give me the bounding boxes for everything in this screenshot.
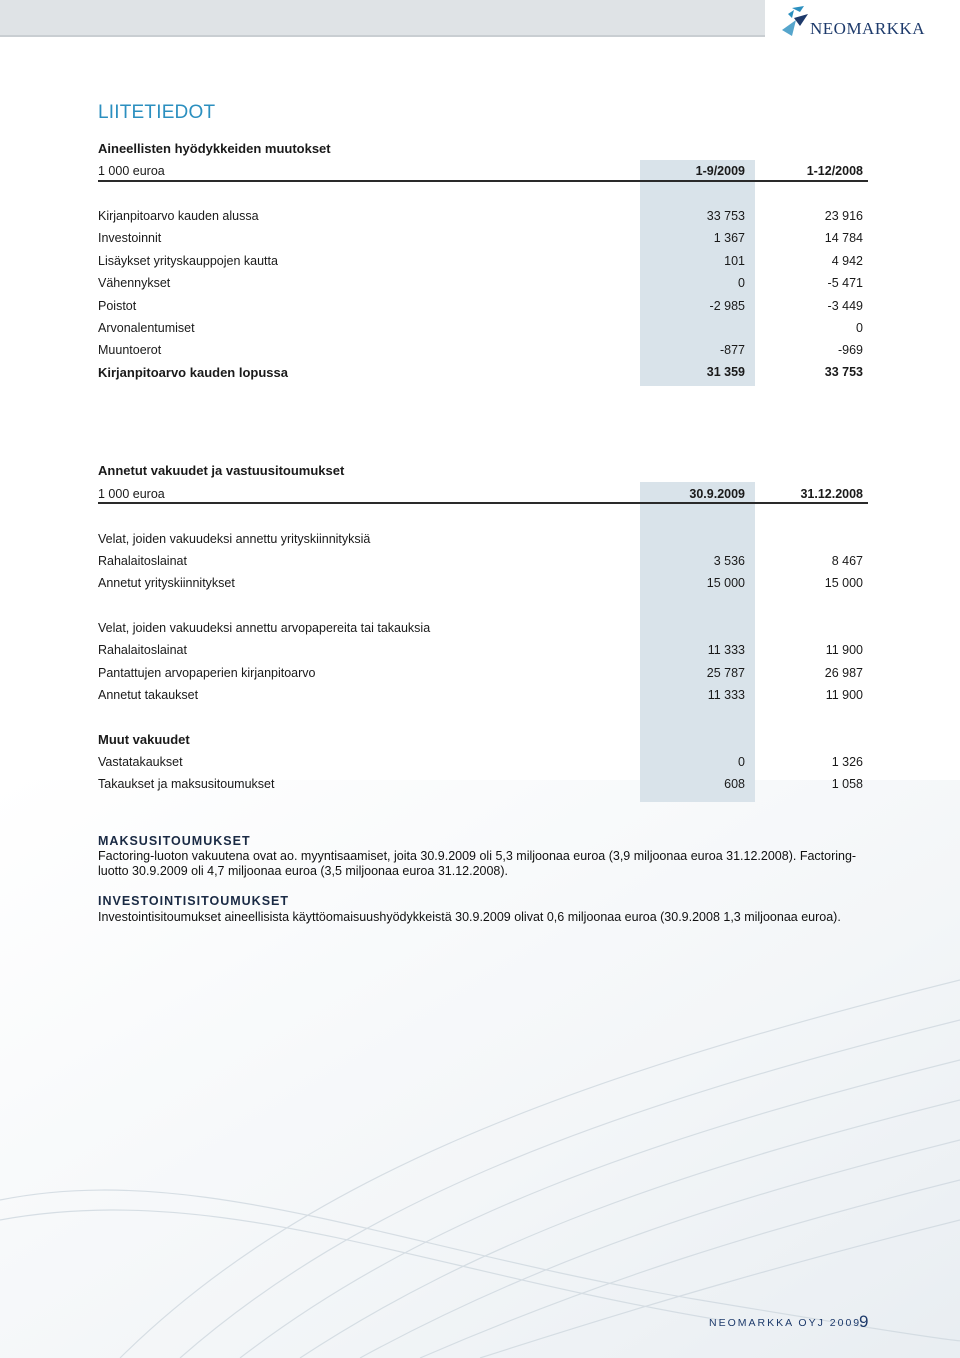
- row-value-2: 15 000: [824, 576, 863, 590]
- row-value-1: -2 985: [709, 299, 745, 313]
- row-value-2: 11 900: [825, 643, 863, 657]
- row-value-2: -3 449: [827, 299, 863, 313]
- row-label: Takaukset ja maksusitoumukset: [98, 777, 275, 791]
- row-value-2: 1 326: [831, 755, 863, 769]
- table2-header-rule: [98, 502, 868, 504]
- row-label: Poistot: [98, 299, 137, 313]
- row-value-1: 608: [724, 777, 745, 791]
- row-value-1: 0: [738, 276, 745, 290]
- table2-col2-header: 31.12.2008: [800, 487, 863, 501]
- row-label: Investoinnit: [98, 231, 162, 245]
- row-label: Rahalaitoslainat: [98, 554, 187, 568]
- table2-title: Annetut vakuudet ja vastuusitoumukset: [98, 463, 345, 478]
- row-label: Pantattujen arvopaperien kirjanpitoarvo: [98, 666, 316, 680]
- row-value-2: -5 471: [827, 276, 863, 290]
- row-value-1: 33 753: [706, 209, 745, 223]
- group-title: Muut vakuudet: [98, 732, 190, 747]
- header-divider: [0, 35, 765, 37]
- group-title: Velat, joiden vakuudeksi annettu yrityskiinnityksiä: [98, 532, 371, 546]
- investointisitoumukset-title: INVESTOINTISITOUMUKSET: [98, 894, 290, 908]
- table2-col1-header: 30.9.2009: [689, 487, 745, 501]
- investointisitoumukset-text: Investointisitoumukset aineellisista käyttöomaisuushyödykkeistä 30.9.2009 olivat 0,6 miljoonaa euroa (30.9.2008 1,3 miljoonaa euroa).: [98, 910, 841, 924]
- page-number: 9: [859, 1312, 869, 1331]
- table1-col1-header: 1-9/2009: [695, 164, 745, 178]
- row-label: Annetut takaukset: [98, 688, 199, 702]
- company-logo: [778, 4, 948, 40]
- row-value-2: -969: [837, 343, 863, 357]
- row-value-1: 101: [724, 254, 745, 268]
- row-value-1: 1 367: [713, 231, 745, 245]
- section-title: LIITETIEDOT: [98, 102, 216, 123]
- row-value-1: 15 000: [706, 576, 745, 590]
- table2-unit: 1 000 euroa: [98, 487, 165, 501]
- table1-header-rule: [98, 180, 868, 182]
- row-value-2: 23 916: [824, 209, 863, 223]
- row-label: Kirjanpitoarvo kauden lopussa: [98, 365, 288, 380]
- header-bar: [0, 0, 765, 35]
- table1-unit: 1 000 euroa: [98, 164, 165, 178]
- row-value-2: 0: [856, 321, 863, 335]
- row-label: Lisäykset yrityskauppojen kautta: [98, 254, 278, 268]
- row-value-2: 11 900: [825, 688, 863, 702]
- row-value-1: 11 333: [707, 688, 745, 702]
- maksusitoumukset-title: MAKSUSITOUMUKSET: [98, 834, 251, 848]
- row-value-1: 25 787: [706, 666, 745, 680]
- row-value-2: 1 058: [831, 777, 863, 791]
- row-value-1: 0: [738, 755, 745, 769]
- table1-title: Aineellisten hyödykkeiden muutokset: [98, 141, 331, 156]
- row-value-2: 26 987: [824, 666, 863, 680]
- maksusitoumukset-text: Factoring-luoton vakuutena ovat ao. myyntisaamiset, joita 30.9.2009 oli 5,3 miljoonaa euroa (3,9 miljoonaa euroa 31.12.2008). Factoring-luotto 30.9.2009 oli 4,7 miljoonaa euroa (3,5 miljoonaa euroa 31.12.2008).: [98, 849, 857, 878]
- column-highlight: [640, 482, 755, 802]
- row-value-1: 11 333: [707, 643, 745, 657]
- logo-text: NEOMARKKA: [810, 19, 925, 38]
- row-label: Muuntoerot: [98, 343, 162, 357]
- row-label: Vähennykset: [98, 276, 171, 290]
- row-value-2: 33 753: [824, 365, 863, 379]
- table1-col2-header: 1-12/2008: [806, 164, 863, 178]
- group-title: Velat, joiden vakuudeksi annettu arvopapereita tai takauksia: [98, 621, 431, 635]
- row-value-1: -877: [719, 343, 745, 357]
- row-label: Annetut yrityskiinnitykset: [98, 576, 235, 590]
- row-value-1: 3 536: [713, 554, 745, 568]
- row-label: Rahalaitoslainat: [98, 643, 187, 657]
- row-label: Kirjanpitoarvo kauden alussa: [98, 209, 259, 223]
- row-value-1: 31 359: [706, 365, 745, 379]
- row-value-2: 14 784: [824, 231, 863, 245]
- row-value-2: 4 942: [831, 254, 863, 268]
- row-label: Arvonalentumiset: [98, 321, 195, 335]
- logo-mark-icon: [778, 4, 812, 40]
- row-label: Vastatakaukset: [98, 755, 183, 769]
- row-value-2: 8 467: [831, 554, 863, 568]
- footer-company: NEOMARKKA OYJ 2009: [709, 1317, 862, 1329]
